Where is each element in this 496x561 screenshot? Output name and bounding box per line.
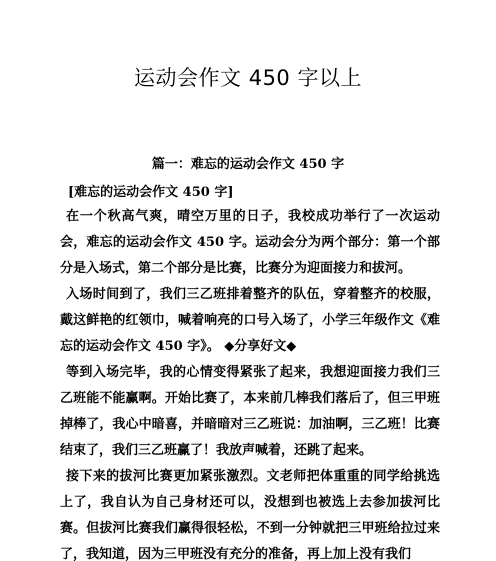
document-title: 运动会作文 450 字以上 [134,66,362,90]
paragraph-4: 接下来的拔河比赛更加紧张激烈。文老师把体重重的同学给挑选上了，我自认为自己身材还可以，没想到也被选上去参加拔河比赛。但拔河比赛我们赢得很轻松，不到一分钟就把三甲班给拉过来了，我知道，因为三甲班没有充分的准备，再上加上没有我们 [60,469,440,561]
section-heading: 篇一：难忘的运动会作文 450 字 [151,157,345,172]
paragraph-2: 入场时间到了，我们三乙班排着整齐的队伍，穿着整齐的校服，戴这鲜艳的红领巾，喊着响亮的口号入场了，小学三年级作文《难忘的运动会作文 450 字》。 ◆分享好文◆ [60,287,440,354]
paragraph-3: 等到入场完毕，我的心情变得紧张了起来，我想迎面接力我们三乙班能不能赢啊。开始比赛了，本来前几棒我们落后了，但三甲班掉棒了，我心中暗喜，并暗暗对三乙班说：加油啊，三乙班！比赛结束了，我们三乙班赢了！我放声喊着，还跳了起来。 [60,365,440,458]
paragraph-1: 在一个秋高气爽，晴空万里的日子，我校成功举行了一次运动会，难忘的运动会作文 450 字。运动会分为两个部分：第一个部分是入场式，第二个部分是比赛，比赛分为迎面接力和拔河。 [60,209,440,276]
bracket-title: [难忘的运动会作文 450 字] [68,185,234,200]
